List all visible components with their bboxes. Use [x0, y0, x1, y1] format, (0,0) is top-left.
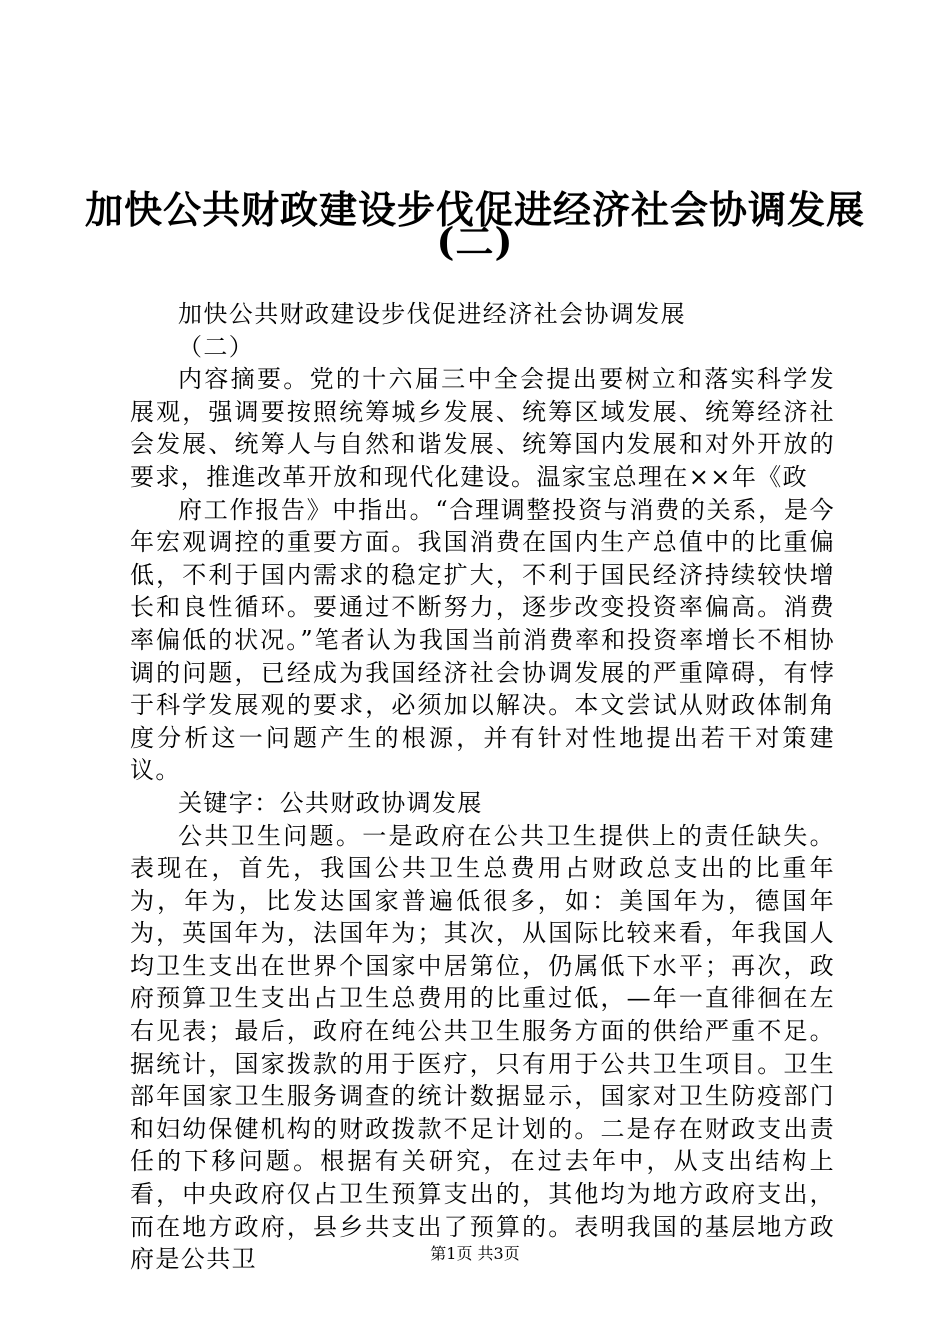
subtitle-line: 加快公共财政建设步伐促进经济社会协调发展 [178, 300, 686, 328]
subtitle-suffix: （二） [178, 332, 255, 361]
document-title: 加快公共财政建设步伐促进经济社会协调发展 [84, 187, 865, 232]
report-paragraph: 府工作报告》中指出。“合理调整投资与消费的关系，是今年宏观调控的重要方面。我国消费在国内生产总值中的比重偏低，不利于国内需求的稳定扩大，不利于国民经济持续较快增长和良性循环。要通过不断努力，逐步改变投资率偏高。消费率偏低的状况。”笔者认为我国当前消费率和投资率增长不相协调的问题，已经成为我国经济社会协调发展的严重障碍，有悖于科学发展观的要求，必须加以解决。本文尝试从财政体制角度分析这一问题产生的根源，并有针对性地提出若干对策建议。 [130, 495, 835, 785]
document-title-suffix: (二) [436, 219, 514, 264]
keywords-line: 关键字：公共财政协调发展 [178, 788, 483, 817]
document-body [130, 298, 835, 1276]
page-number: 第1页 共3页 [430, 1244, 520, 1263]
abstract-paragraph: 内容摘要。党的十六届三中全会提出要树立和落实科学发展观，强调要按照统筹城乡发展、统筹区域发展、统筹经济社会发展、统筹人与自然和谐发展、统筹国内发展和对外开放的要求，推進改革开放和现代化建设。温家宝总理在××年《政 [130, 365, 835, 491]
health-paragraph: 公共卫生问题。一是政府在公共卫生提供上的责任缺失。表现在，首先，我国公共卫生总费用占财政总支出的比重年为，年为，比发达国家普遍低很多，如：美国年为，德国年为，英国年为，法国年为；其次，从国际比较来看，年我国人均卫生支出在世界个国家中居第位，仍属低下水平；再次，政府预算卫生支出占卫生总费用的比重过低，—年一直徘徊在左右见表；最后，政府在纯公共卫生服务方面的供给严重不足。据统计，国家拨款的用于医疗，只有用于公共卫生项目。卫生部年国家卫生服务调查的统计数据显示，国家对卫生防疫部门和妇幼保健机构的财政拨款不足计划的。二是存在财政支出责任的下移问题。根据有关研究，在过去年中，从支出结构上看，中央政府仅占卫生预算支出的，其他均为地方政府支出，而在地方政府，县乡共支出了预算的。表明我国的基层地方政府是公共卫 [130, 821, 835, 1274]
